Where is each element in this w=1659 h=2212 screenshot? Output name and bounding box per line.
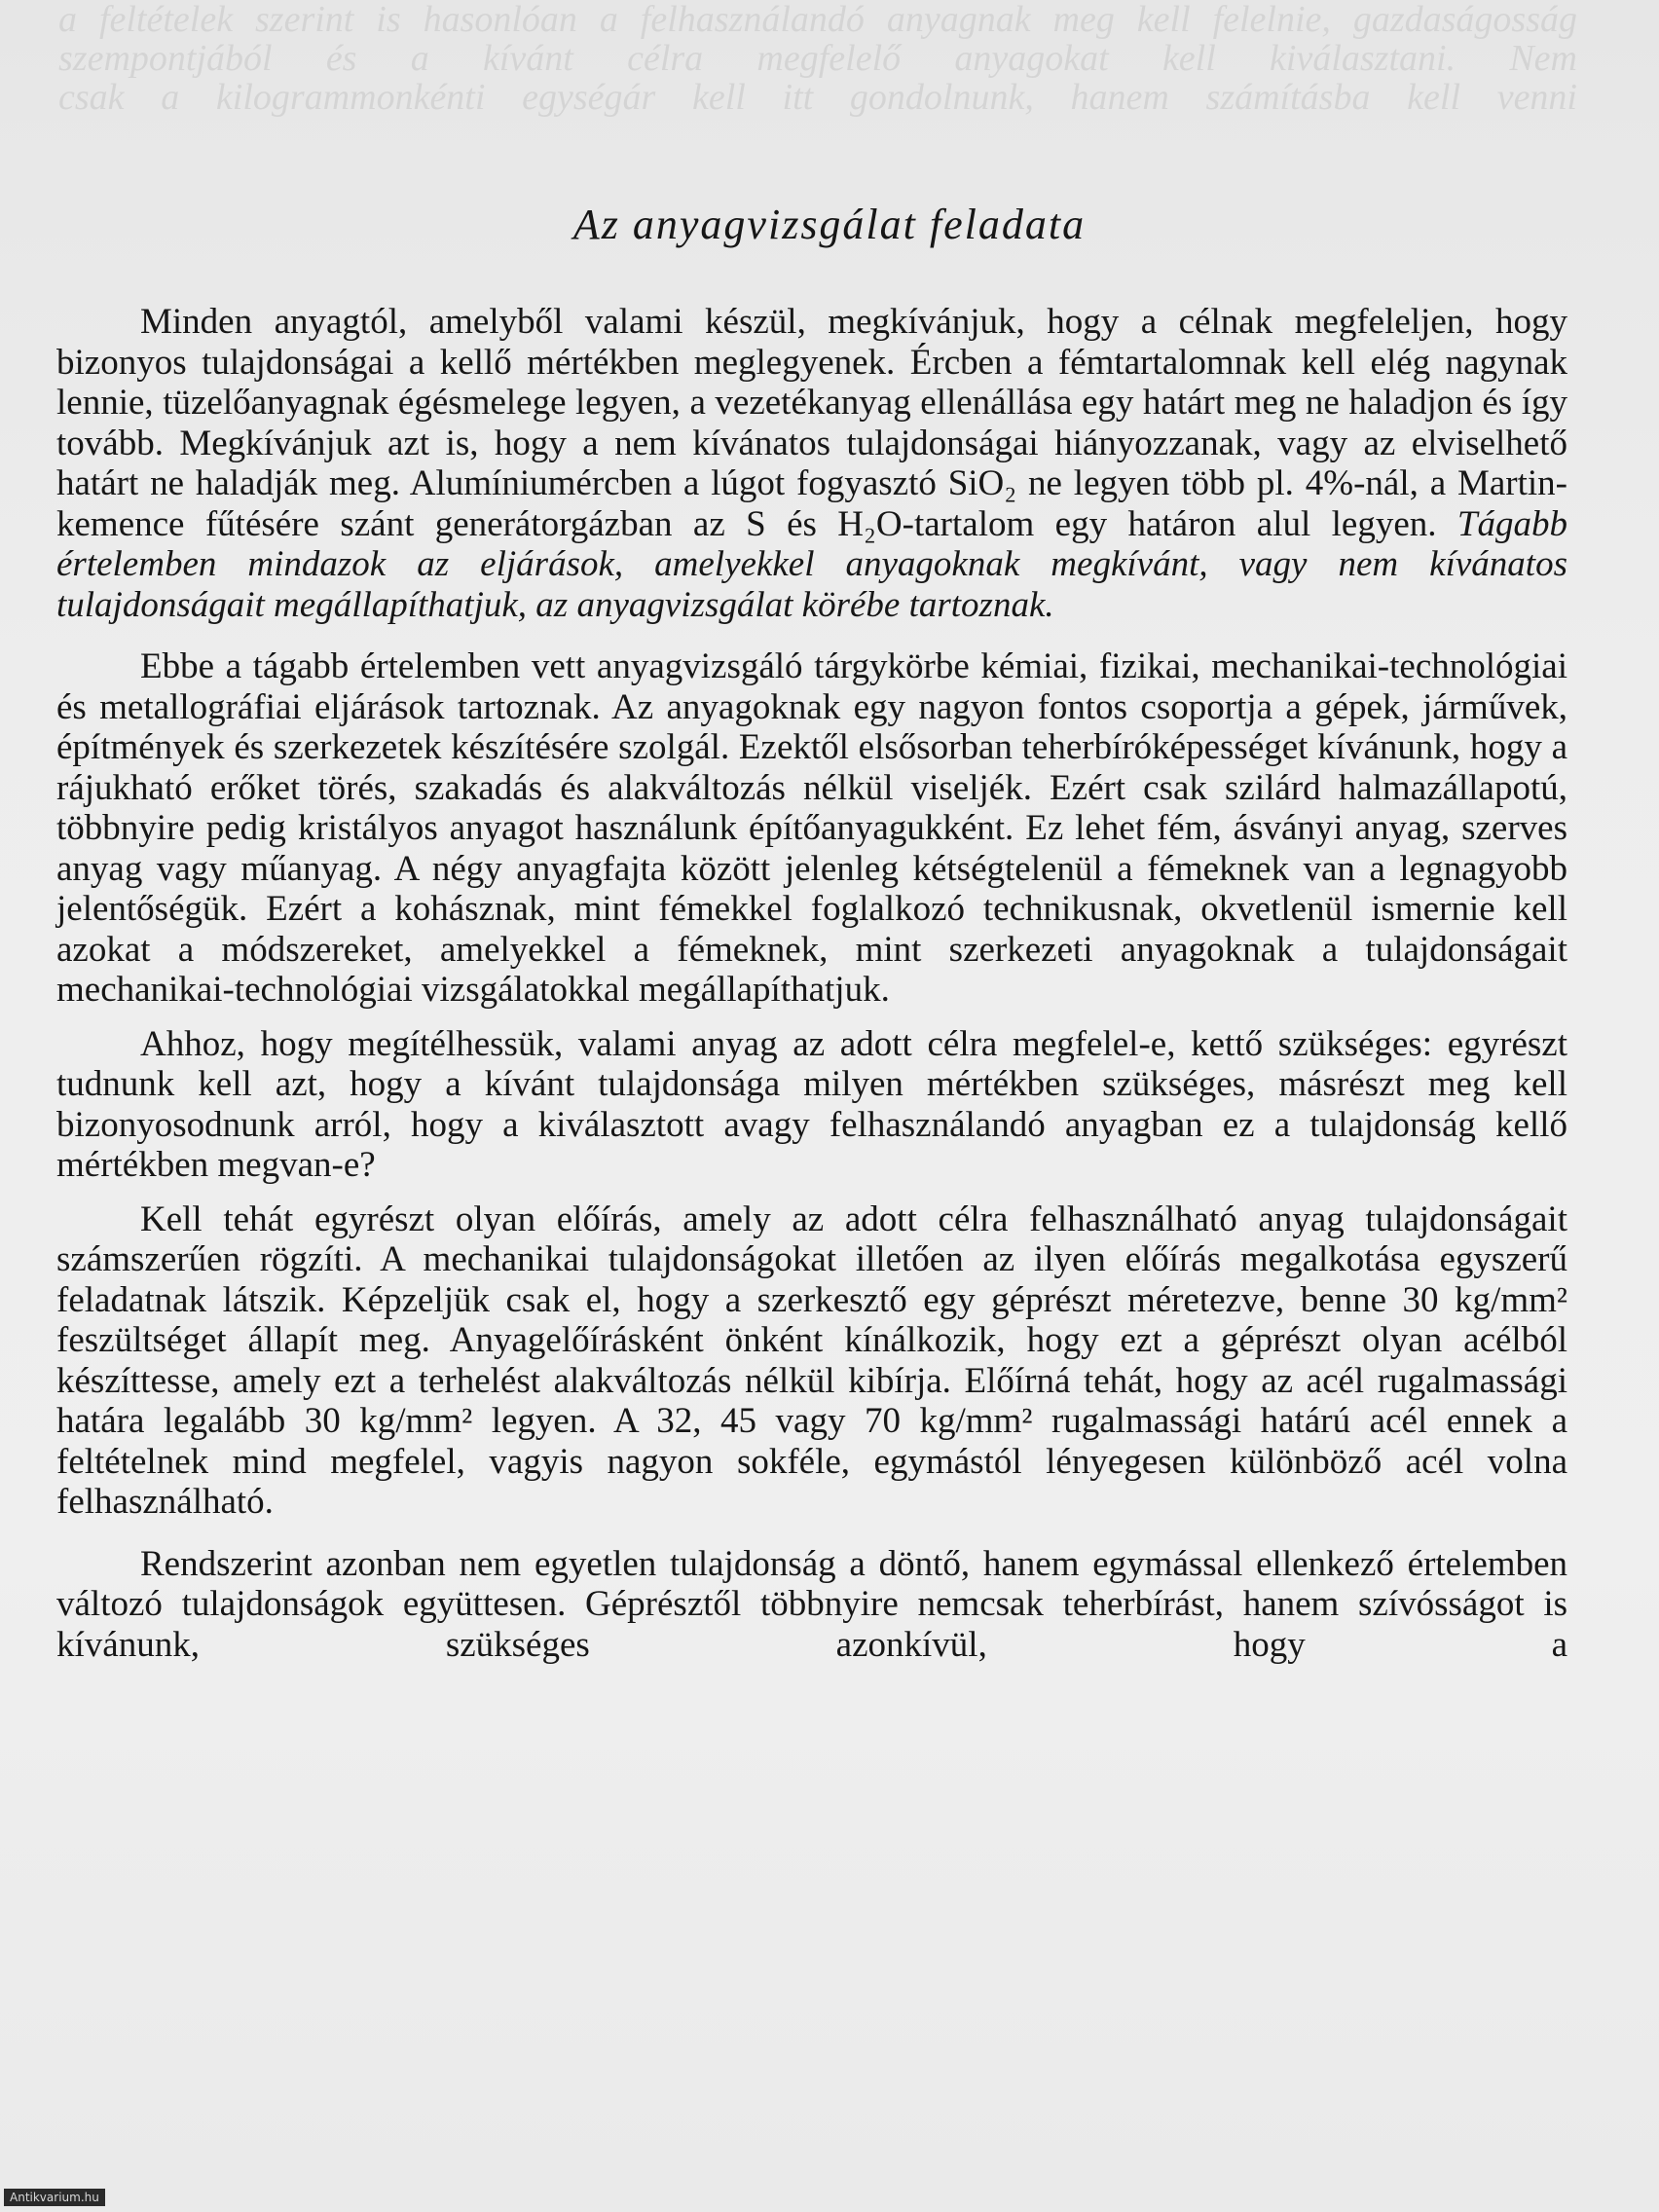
bleed-line: a feltételek szerint is hasonlóan a felhasználandó anyagnak meg kell felelnie, gazdaságosság — [58, 0, 1577, 40]
paragraph-3: Ahhoz, hogy megítélhessük, valami anyag az adott célra megfelel-e, kettő szükséges: egyrészt tudnunk kell azt, hogy a kívánt tulajdonsága milyen mértékben szükséges, másrészt meg kell bizonyosodnunk arról, hogy a kiválasztott avagy felhasználandó anyagban ez a tulajdonság kellő mértékben megvan-e? — [56, 1023, 1567, 1185]
paragraph-4: Kell tehát egyrészt olyan előírás, amely az adott célra felhasználható anyag tulajdonságait számszerűen rögzíti. A mechanikai tulajdonságokat illetően az ilyen előírás megalkotása egyszerű feladatnak látszik. Képzeljük csak el, hogy a szerkesztő egy géprészt méretezve, benne 30 kg/mm² feszültséget állapít meg. Anyagelőírásként önként kínálkozik, hogy ezt a géprészt olyan acélból készíttesse, amely ezt a terhelést alakváltozás nélkül kibírja. Előírná tehát, hogy az acél rugalmassági határa legalább 30 kg/mm² legyen. A 32, 45 vagy 70 kg/mm² rugalmassági határú acél ennek a feltételnek mind megfelel, vagyis nagyon sokféle, egymástól lényegesen különböző acél volna felhasználható. — [56, 1198, 1567, 1522]
body-text — [56, 302, 1567, 1678]
page-title: Az anyagvizsgálat feladata — [572, 201, 1087, 248]
paragraph-1-text: Minden anyagtól, amelyből valami készül, megkívánjuk, hogy a célnak megfeleljen, hogy bizonyos tulajdonságai a kellő mértékben meglegyenek. Ércben a fémtartalomnak kell elég nagynak lennie, tüzelőanyagnak égésmelege legyen, a vezetékanyag ellenállása egy határt meg ne haladjon és így tovább. Megkívánjuk azt is, hogy a nem kívánatos tulajdonságai hiányozzanak, vagy az elviselhető határt ne haladják meg. Alumíniumércben a lúgot fogyasztó SiO₂ ne legyen több pl. 4%-nál, a Martin-kemence fűtésére szánt generátorgázban az S és H₂O-tartalom egy határon alul legyen. — [56, 302, 1567, 544]
watermark: Antikvarium.hu — [4, 2189, 105, 2206]
bleed-line: csak a kilogrammonkénti egységár kell itt gondolnunk, hanem számításba kell venni — [58, 77, 1577, 118]
paragraph-2: Ebbe a tágabb értelemben vett anyagvizsgáló tárgykörbe kémiai, fizikai, mechanikai-technológiai és metallográfiai eljárások tartoznak. Az anyagoknak egy nagyon fontos csoportja a gépek, járművek, építmények és szerkezetek készítésére szolgál. Ezektől elsősorban teherbíróképességet kívánunk, hogy a rájukható erőket törés, szakadás és alakváltozás nélkül viseljék. Ezért csak szilárd halmazállapotú, többnyire pedig kristályos anyagot használunk építőanyagukként. Ez lehet fém, ásványi anyag, szerves anyag vagy műanyag. A négy anyagfajta között jelenleg kétségtelenül a fémeknek van a legnagyobb jelentőségük. Ezért a kohásznak, mint fémekkel foglalkozó technikusnak, okvetlenül ismernie kell azokat a módszereket, amelyekkel a fémeknek, mint szerkezeti anyagoknak a tulajdonságait mechanikai-technológiai vizsgálatokkal megállapíthatjuk. — [56, 646, 1567, 1010]
bleed-line: szempontjából és a kívánt célra megfelelő anyagokat kell kiválasztani. Nem — [58, 38, 1577, 79]
paragraph-5: Rendszerint azonban nem egyetlen tulajdonság a döntő, hanem egymással ellenkező értelemben változó tulajdonságok együttesen. Géprésztől többnyire nemcsak teherbírást, hanem szívósságot is kívánunk, szükséges azonkívül, hogy a — [56, 1543, 1567, 1665]
paragraph-1 — [56, 302, 1567, 625]
paragraph-1-emphasis: Tágabb értelemben mindazok az eljárások, amelyekkel anyagoknak megkívánt, vagy nem kívánatos tulajdonságait megállapíthatjuk, az anyagvizsgálat körébe tartoznak. — [56, 503, 1567, 625]
bleed-through-text — [58, 0, 1577, 117]
